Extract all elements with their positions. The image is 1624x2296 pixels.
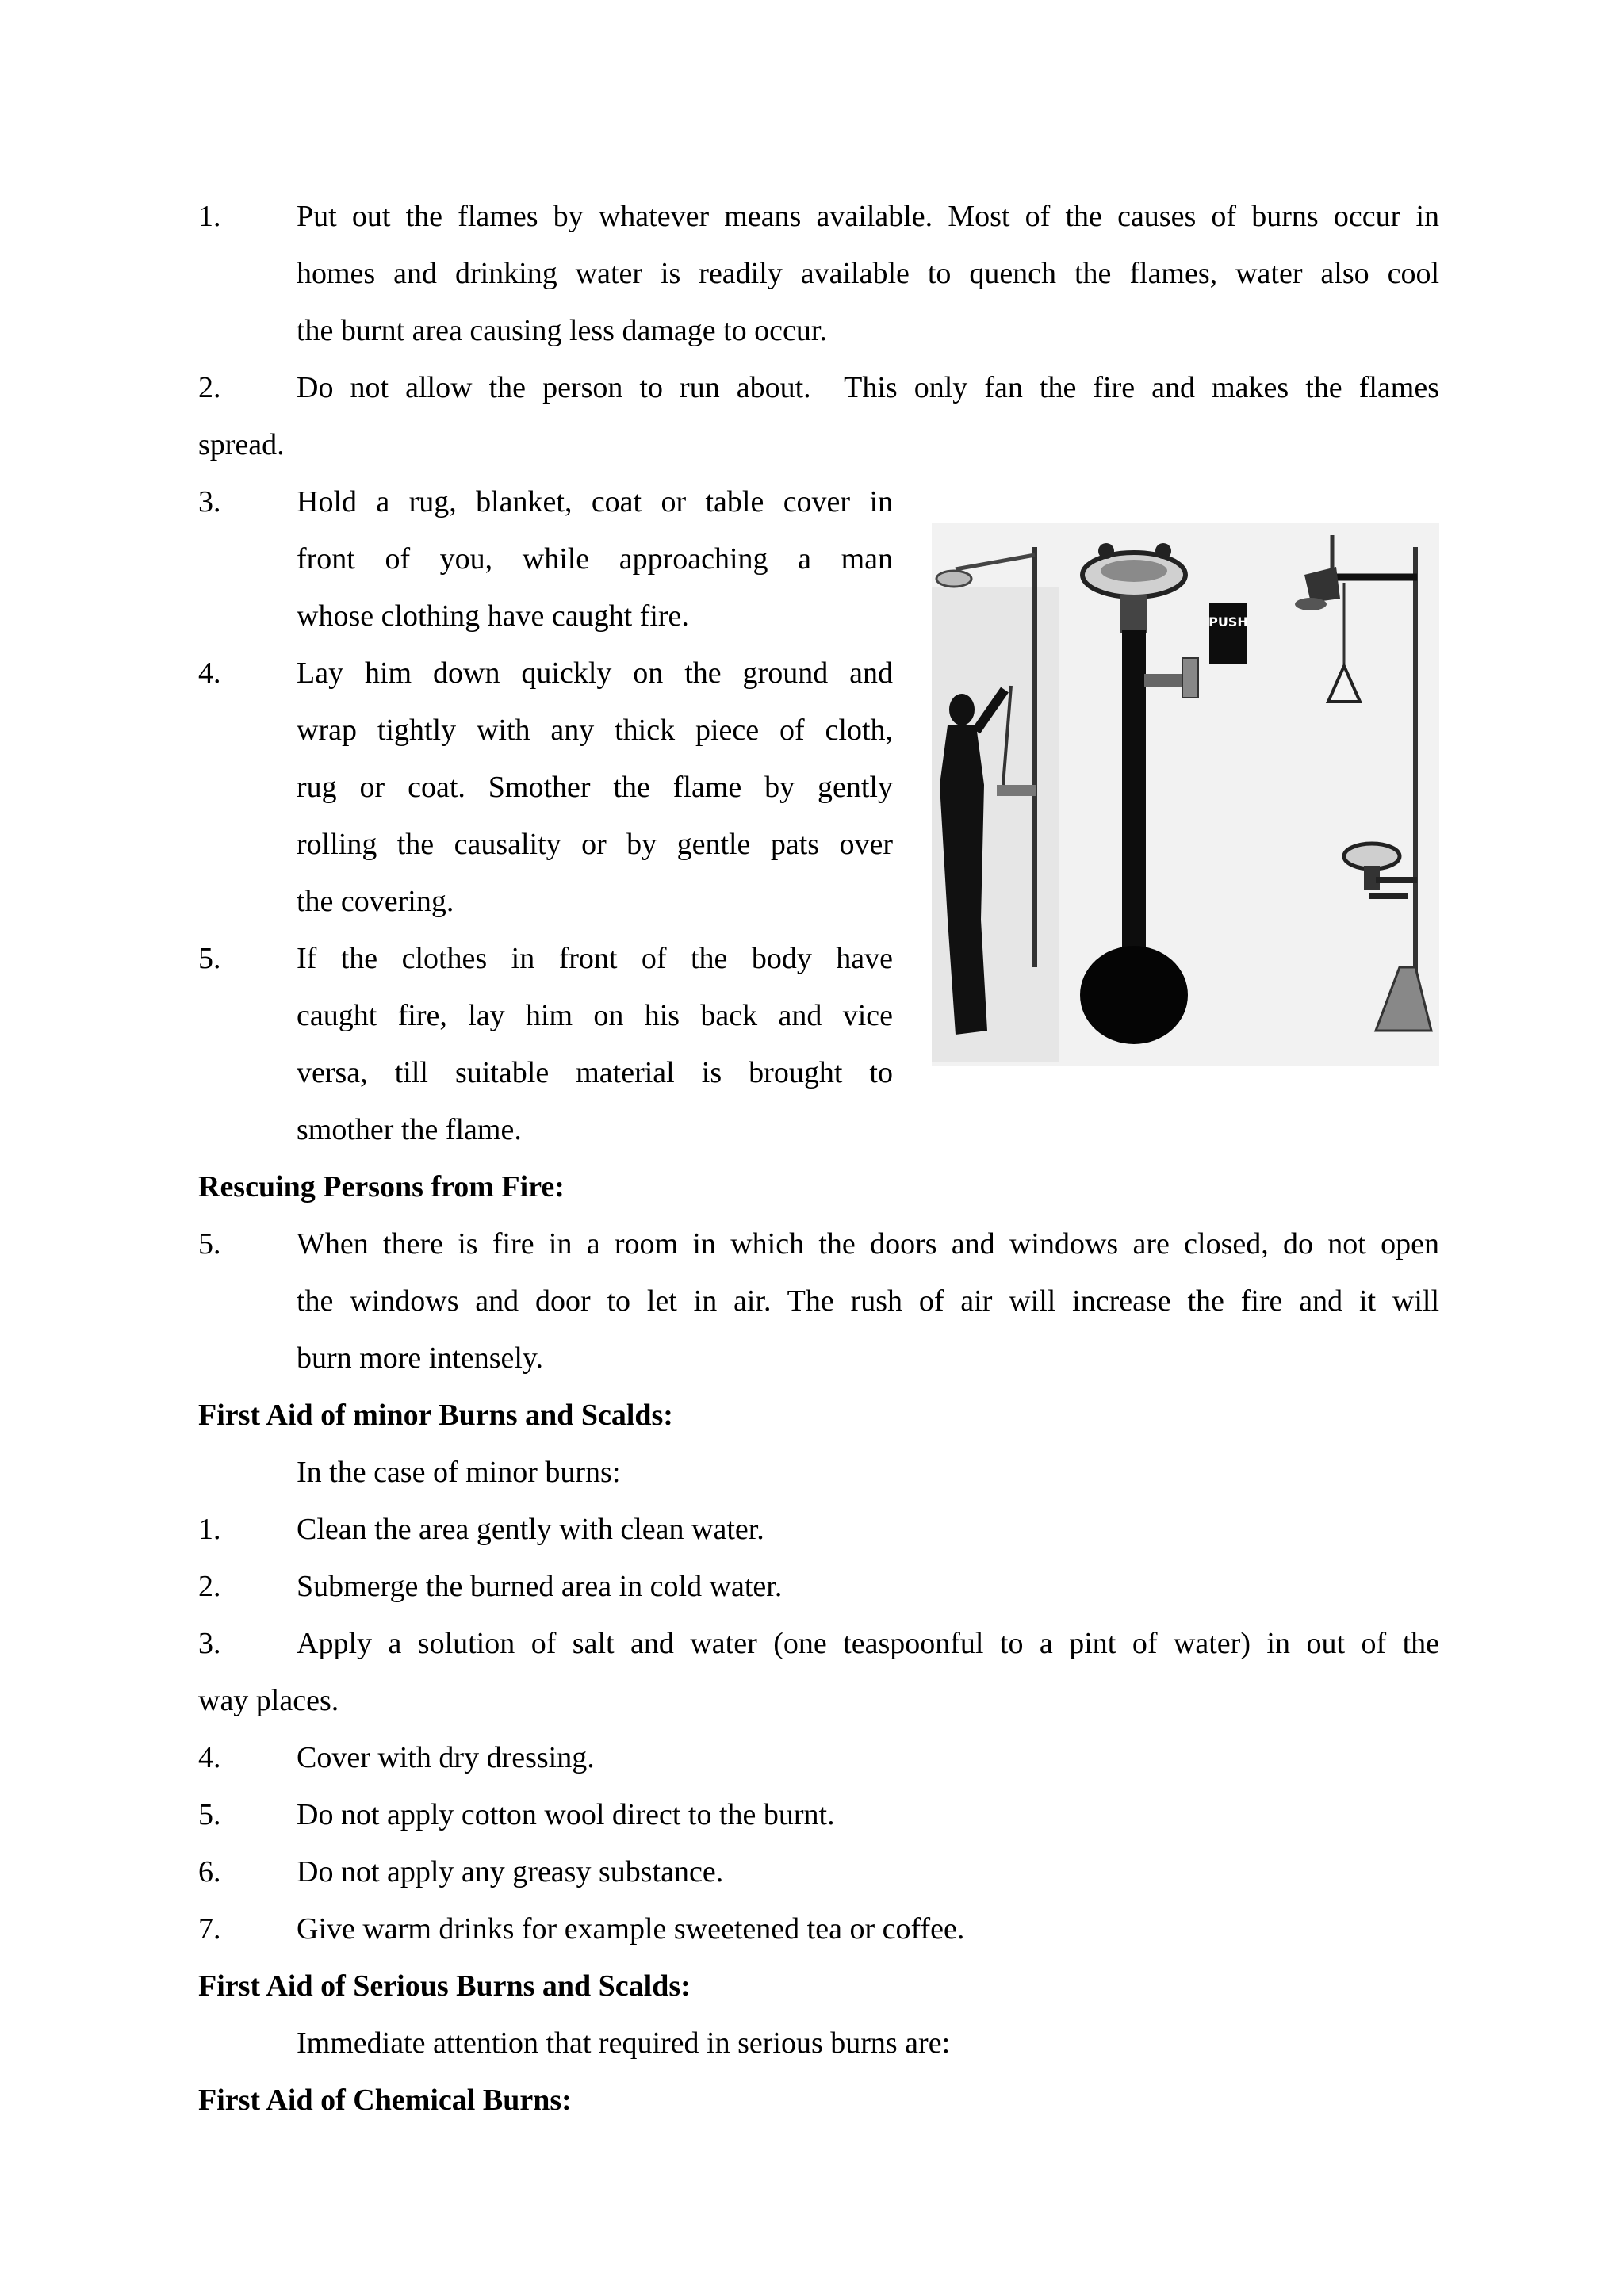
item-5-line-1-text: If the clothes in front of the body have: [297, 942, 893, 975]
item-1-line-2-text: homes and drinking water is readily available to quench the flames, water also cool: [297, 257, 1439, 290]
item-4-line-1: [297, 658, 893, 688]
rescue-line-1-text: When there is fire in a room in which the doors and windows are closed, do not open: [297, 1227, 1439, 1261]
item-3-number: 3.: [198, 485, 221, 519]
item-4-line-3-text: rug or coat. Smother the flame by gently: [297, 771, 893, 804]
item-3-line-2-text: front of you, while approaching a man: [297, 542, 893, 576]
item-2-line-2: spread.: [198, 428, 285, 461]
rescue-heading: Rescuing Persons from Fire:: [198, 1170, 565, 1203]
item-5-line-3: [297, 1058, 893, 1088]
item-4-number: 4.: [198, 656, 221, 690]
minor-item-3-continuation: way places.: [198, 1684, 339, 1717]
rescue-line-2: [297, 1286, 1439, 1316]
item-5-line-1: [297, 943, 893, 974]
item-5-line-2-text: caught fire, lay him on his back and vice: [297, 999, 893, 1032]
emergency-shower-eyewash-figure: [932, 523, 1439, 1066]
item-5-line-3-text: versa, till suitable material is brought to: [297, 1056, 893, 1089]
push-sign-text: PUSH: [1208, 614, 1248, 629]
minor-item-5-number: 5.: [198, 1798, 221, 1831]
item-4-line-2-text: wrap tightly with any thick piece of cloth,: [297, 714, 893, 747]
minor-item-4-number: 4.: [198, 1741, 221, 1774]
minor-burns-heading: First Aid of minor Burns and Scalds:: [198, 1399, 673, 1432]
minor-item-6-number: 6.: [198, 1855, 221, 1888]
item-2-line-1: [297, 373, 1439, 403]
minor-burns-intro: In the case of minor burns:: [297, 1456, 621, 1489]
safety-station-illustration: [932, 523, 1439, 1066]
chemical-burns-heading: First Aid of Chemical Burns:: [198, 2084, 572, 2117]
item-5-number: 5.: [198, 942, 221, 975]
serious-burns-heading: First Aid of Serious Burns and Scalds:: [198, 1969, 691, 2003]
rescue-line-3: burn more intensely.: [297, 1341, 543, 1375]
rescue-item-number: 5.: [198, 1227, 221, 1261]
item-3-line-1: [297, 487, 893, 517]
item-1-line-2: [297, 258, 1439, 289]
minor-item-1-text: Clean the area gently with clean water.: [297, 1513, 764, 1546]
minor-item-3-text: Apply a solution of salt and water (one teaspoonful to a pint of water) in out of the: [297, 1627, 1439, 1660]
item-3-line-2: [297, 544, 893, 574]
serious-burns-intro: Immediate attention that required in serious burns are:: [297, 2026, 951, 2060]
item-2-line-1-text: Do not allow the person to run about. This only fan the fire and makes the flames: [297, 371, 1439, 404]
minor-item-3-line-1: [297, 1628, 1439, 1659]
item-1-line-3: the burnt area causing less damage to occur.: [297, 314, 827, 347]
minor-item-1-number: 1.: [198, 1513, 221, 1546]
minor-item-5-text: Do not apply cotton wool direct to the burnt.: [297, 1798, 835, 1831]
item-5-line-2: [297, 1001, 893, 1031]
item-3-line-1-text: Hold a rug, blanket, coat or table cover in: [297, 485, 893, 519]
item-4-line-4-text: rolling the causality or by gentle pats over: [297, 828, 893, 861]
item-5-line-4: smother the flame.: [297, 1113, 522, 1146]
item-4-line-1-text: Lay him down quickly on the ground and: [297, 656, 893, 690]
minor-item-7-number: 7.: [198, 1912, 221, 1946]
item-3-line-3: whose clothing have caught fire.: [297, 599, 689, 633]
minor-item-2-number: 2.: [198, 1570, 221, 1603]
minor-item-6-text: Do not apply any greasy substance.: [297, 1855, 724, 1888]
minor-item-3-number: 3.: [198, 1627, 221, 1660]
item-4-line-4: [297, 829, 893, 859]
item-2-number: 2.: [198, 371, 221, 404]
rescue-line-2-text: the windows and door to let in air. The rush of air will increase the fire and it will: [297, 1284, 1439, 1318]
rescue-line-1: [297, 1229, 1439, 1259]
item-1-line-1: [297, 201, 1439, 232]
item-1-line-1-text: Put out the flames by whatever means available. Most of the causes of burns occur in: [297, 200, 1439, 233]
item-4-line-5: the covering.: [297, 885, 454, 918]
minor-item-4-text: Cover with dry dressing.: [297, 1741, 595, 1774]
item-4-line-2: [297, 715, 893, 745]
item-1-number: 1.: [198, 200, 221, 233]
item-4-line-3: [297, 772, 893, 802]
minor-item-2-text: Submerge the burned area in cold water.: [297, 1570, 783, 1603]
minor-item-7-text: Give warm drinks for example sweetened tea or coffee.: [297, 1912, 965, 1946]
